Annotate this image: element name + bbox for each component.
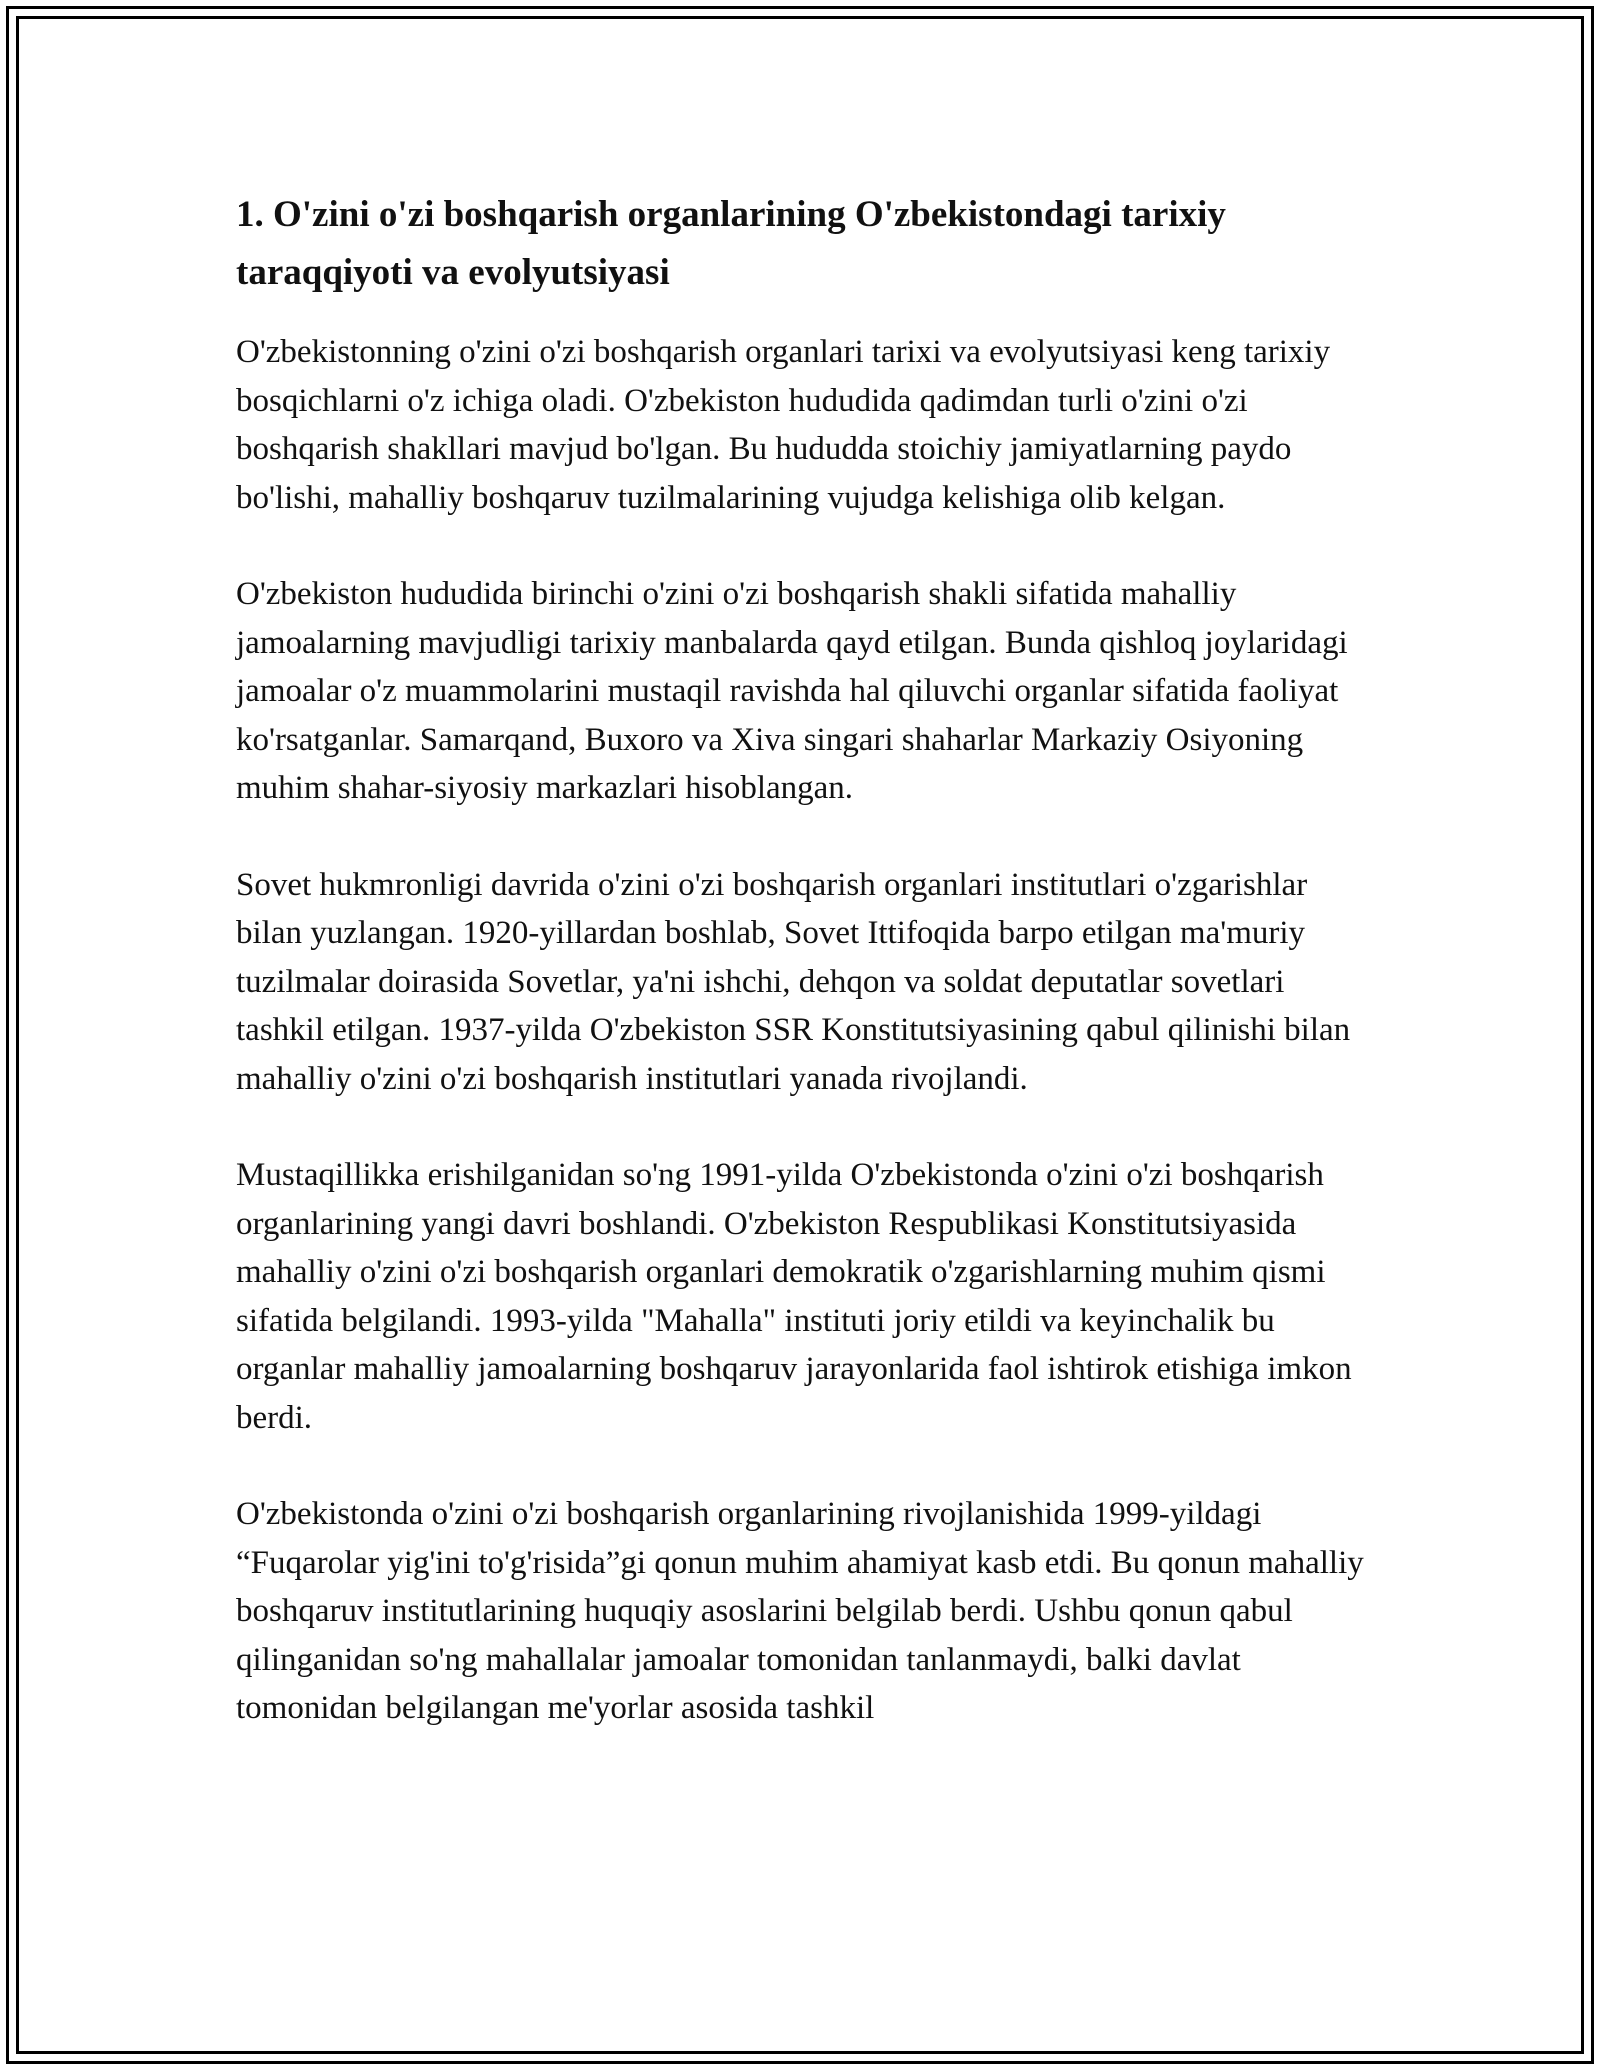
- paragraph-1: O'zbekistonning o'zini o'zi boshqarish organlari tarixi va evolyutsiyasi keng tarixiy bosqichlarni o'z ichiga oladi. O'zbekiston hududida qadimdan turli o'zini o'zi boshqarish shakllari mavjud bo'lgan. Bu hududda stoichiy jamiyatlarning paydo bo'lishi, mahalliy boshqaruv tuzilmalarining vujudga kelishiga olib kelgan.: [236, 334, 1331, 516]
- paragraph-3: Sovet hukmronligi davrida o'zini o'zi boshqarish organlari institutlari o'zgarishlar bilan yuzlangan. 1920-yillardan boshlab, Sovet Ittifoqida barpo etilgan ma'muriy tuzilmalar doirasida Sovetlar, ya'ni ishchi, dehqon va soldat deputatlar sovetlari tashkil etilgan. 1937-yilda O'zbekiston SSR Konstitutsiyasining qabul qilinishi bilan mahalliy o'zini o'zi boshqarish institutlari yanada rivojlandi.: [236, 866, 1351, 1097]
- paragraph-4: Mustaqillikka erishilganidan so'ng 1991-yilda O'zbekistonda o'zini o'zi boshqarish organlarining yangi davri boshlandi. O'zbekiston Respublikasi Konstitutsiyasida mahalliy o'zini o'zi boshqarish organlari demokratik o'zgarishlarning muhim qismi sifatida belgilandi. 1993-yilda "Mahalla" instituti joriy etildi va keyinchalik bu organlar mahalliy jamoalarning boshqaruv jarayonlarida faol ishtirok etishiga imkon berdi.: [236, 1157, 1352, 1436]
- document-page: [236, 186, 1376, 1781]
- paragraph-2: O'zbekiston hududida birinchi o'zini o'zi boshqarish shakli sifatida mahalliy jamoalarning mavjudligi tarixiy manbalarda qayd etilgan. Bunda qishloq joylaridagi jamoalar o'z muammolarini mustaqil ravishda hal qiluvchi organlar sifatida faoliyat ko'rsatganlar. Samarqand, Buxoro va Xiva singari shaharlar Markaziy Osiyoning muhim shahar-siyosiy markazlari hisoblangan.: [236, 576, 1348, 806]
- paragraph-5: O'zbekistonda o'zini o'zi boshqarish organlarining rivojlanishida 1999-yildagi “Fuqarolar yig'ini to'g'risida”gi qonun muhim ahamiyat kasb etdi. Bu qonun mahalliy boshqaruv institutlarining huquqiy asoslarini belgilab berdi. Ushbu qonun qabul qilinganidan so'ng mahallalar jamoalar tomonidan tanlanmaydi, balki davlat tomonidan belgilangan me'yorlar asosida tashkil: [236, 1496, 1364, 1726]
- section-heading: 1. O'zini o'zi boshqarish organlarining O'zbekistondagi tarixiy taraqqiyoti va evolyutsiyasi: [236, 194, 1226, 293]
